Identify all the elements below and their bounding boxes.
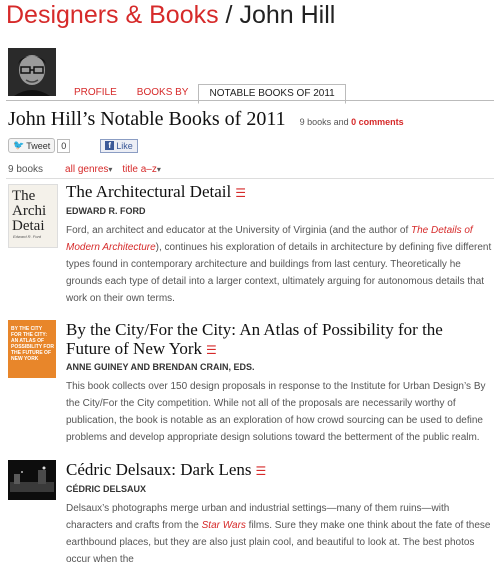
avatar[interactable] [8, 48, 56, 96]
cover-line: The [12, 188, 36, 204]
tab-divider [6, 100, 494, 101]
site-title [6, 0, 335, 30]
social-bar [8, 138, 138, 153]
filter-book-count: 9 books [8, 164, 44, 175]
chevron-down-icon: ▾ [156, 165, 161, 174]
chevron-down-icon: ▾ [108, 165, 113, 174]
site-brand-link[interactable]: Designers & Books [6, 1, 219, 29]
book-title-link[interactable]: Cédric Delsaux: Dark Lens [66, 460, 252, 479]
profile-tabs [64, 84, 346, 100]
book-title [66, 320, 486, 360]
cover-line: Detai [12, 218, 45, 234]
list-icon[interactable]: ☰ [206, 343, 217, 357]
book-author: ANNE GUINEY AND BRENDAN CRAIN, EDS. [66, 362, 255, 372]
cover-line: BY THE CITY [11, 326, 43, 332]
cover-line: FOR THE CITY: [11, 332, 48, 338]
cover-line: THE FUTURE OF [11, 350, 51, 356]
genre-dropdown[interactable] [65, 164, 112, 175]
list-icon[interactable]: ☰ [235, 186, 246, 200]
description-text: Ford, an architect and educator at the University of Virginia (and the author of [66, 225, 412, 236]
comments-link[interactable]: 0 comments [351, 117, 404, 127]
book-description [66, 222, 494, 307]
tab-books-by[interactable]: BOOKS BY [136, 87, 189, 98]
facebook-like-button[interactable] [100, 139, 138, 153]
designer-name: John Hill [239, 1, 336, 29]
page-heading [8, 108, 404, 131]
book-title [66, 460, 486, 481]
tab-notable-books[interactable]: NOTABLE BOOKS OF 2011 [198, 84, 345, 104]
book-title [66, 182, 486, 203]
cover-line: NEW YORK [11, 356, 39, 362]
facebook-icon: f [105, 141, 114, 150]
description-text: films. Sure they make one think about the fate of these earthbound places, but they are also just plain cool, and beautiful to look at. The best photos occur when the [66, 520, 491, 565]
book-cover[interactable] [8, 320, 56, 378]
cover-line: Archi [12, 203, 47, 219]
book-cover[interactable] [8, 460, 56, 500]
tweet-count: 0 [57, 139, 70, 153]
like-label: Like [116, 140, 133, 151]
book-description: This book collects over 150 design proposals in response to the Institute for Urban Design’s By the City/For the City competition. While not all of the proposals are necessarily worthy of publication, the book is notable as an exploration of how crowd sourcing can be used to define problems and develop appropriate design solutions toward the betterment of the public realm. [66, 381, 486, 443]
filter-bar [8, 164, 171, 175]
twitter-bird-icon: 🐦 [13, 140, 25, 150]
book-count-text: 9 books and [299, 117, 349, 127]
cover-line: AN ATLAS OF [11, 338, 45, 344]
page-meta [300, 117, 404, 127]
description-text: Delsaux’s photographs merge urban and industrial settings—many of them ruins—with characters and crafts from the [66, 503, 450, 531]
book-author: CÉDRIC DELSAUX [66, 484, 147, 494]
book-cover[interactable] [8, 184, 58, 248]
title-separator: / [218, 1, 240, 29]
description-text: ), continues his exploration of details in architecture by defining five different types found in contemporary architecture and buildings from last century. Theoretically he grounds each type of detail into a larger context, ultimately arguing for autonomous details that work on their own terms. [66, 242, 492, 304]
tweet-button[interactable] [8, 138, 55, 153]
book-author: EDWARD R. FORD [66, 206, 146, 216]
tweet-label: Tweet [26, 140, 51, 151]
related-book-link[interactable]: The Details of Modern Architecture [66, 225, 473, 253]
list-icon[interactable]: ☰ [255, 464, 267, 478]
sort-label: title a–z [122, 164, 157, 175]
film-link[interactable]: Star Wars [201, 520, 246, 531]
book-title-link[interactable]: The Architectural Detail [66, 182, 232, 201]
filter-divider [6, 178, 494, 179]
book-title-link[interactable]: By the City/For the City: An Atlas of Possibility for the Future of New York [66, 320, 443, 358]
page-title: John Hill’s Notable Books of 2011 [8, 108, 286, 130]
book-description [66, 500, 494, 568]
cover-line: POSSIBILITY FOR [11, 344, 54, 350]
genre-label: all genres [65, 164, 109, 175]
sort-dropdown[interactable] [122, 164, 160, 175]
cover-author: Edward R. Ford [13, 234, 42, 239]
tab-profile[interactable]: PROFILE [74, 87, 117, 98]
